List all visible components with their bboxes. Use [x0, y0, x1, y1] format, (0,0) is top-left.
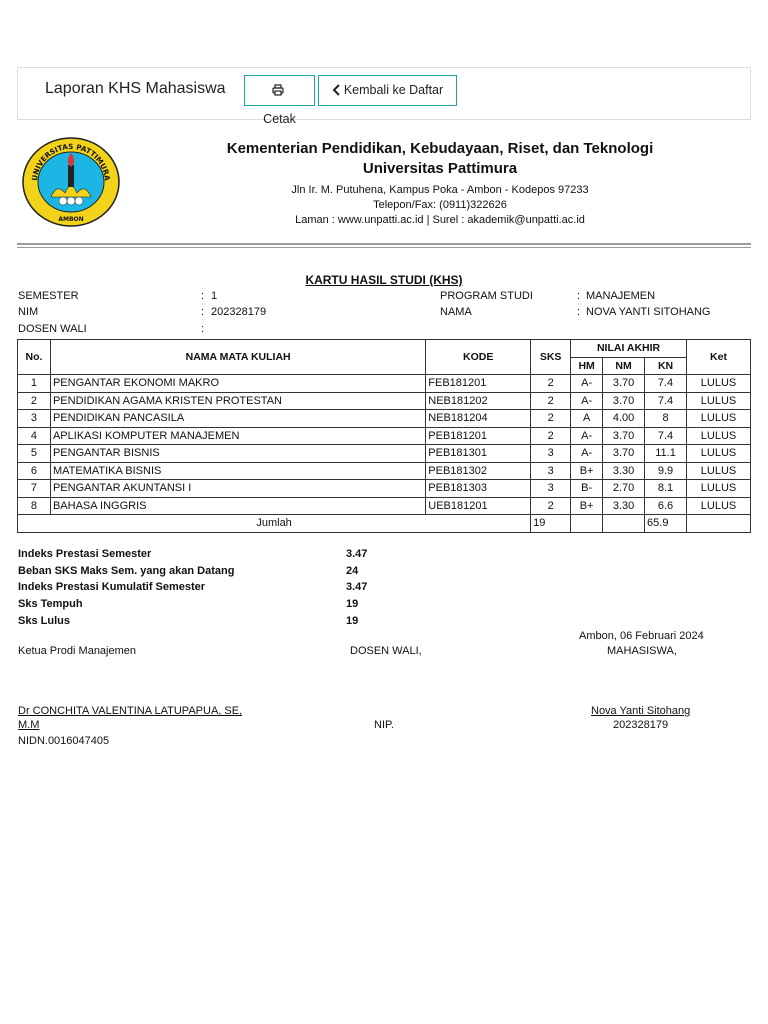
- back-button-label: Kembali ke Daftar: [343, 83, 444, 97]
- summary-label: Indeks Prestasi Kumulatif Semester: [18, 581, 206, 594]
- semester-value: 1: [211, 290, 218, 302]
- row-course: PENDIDIKAN AGAMA KRISTEN PROTESTAN: [50, 392, 425, 410]
- row-sks: 2: [531, 497, 571, 515]
- row-nm: 3.30: [603, 462, 645, 480]
- row-hm: A-: [571, 375, 603, 393]
- row-sks: 3: [531, 480, 571, 498]
- colon: :: [201, 323, 205, 335]
- row-nm: 2.70: [603, 480, 645, 498]
- nim-label: NIM: [18, 306, 39, 318]
- row-kn: 11.1: [645, 445, 687, 463]
- row-sks: 3: [531, 445, 571, 463]
- summary-label: Sks Lulus: [18, 614, 70, 627]
- row-code: FEB181201: [426, 375, 531, 393]
- row-kn: 7.4: [645, 427, 687, 445]
- table-row: [18, 462, 751, 480]
- row-ket: LULUS: [687, 462, 751, 480]
- row-code: PEB181303: [426, 480, 531, 498]
- row-hm: A-: [571, 427, 603, 445]
- row-ket: LULUS: [687, 497, 751, 515]
- row-nm: 3.30: [603, 497, 645, 515]
- total-empty: [603, 515, 645, 533]
- total-sks: 19: [531, 515, 571, 533]
- table-total-row: [18, 515, 751, 533]
- university-name: Universitas Pattimura: [362, 160, 518, 177]
- row-ket: LULUS: [687, 480, 751, 498]
- row-ket: LULUS: [687, 427, 751, 445]
- row-ket: LULUS: [687, 392, 751, 410]
- total-kn: 65.9: [645, 515, 687, 533]
- program-studi-value: MANAJEMEN: [586, 290, 656, 302]
- row-kn: 7.4: [645, 375, 687, 393]
- signature-date: Ambon, 06 Februari 2024: [579, 630, 704, 642]
- printer-icon: [272, 84, 284, 96]
- student-name: Nova Yanti Sitohang: [591, 705, 691, 717]
- row-no: 8: [18, 497, 51, 515]
- row-hm: A: [571, 410, 603, 428]
- print-button-label: Cetak: [263, 112, 296, 126]
- row-sks: 2: [531, 410, 571, 428]
- row-code: UEB181201: [426, 497, 531, 515]
- colon: :: [577, 306, 581, 318]
- row-kn: 6.6: [645, 497, 687, 515]
- back-to-list-button[interactable]: [318, 75, 457, 106]
- report-header: [17, 67, 751, 126]
- row-sks: 2: [531, 427, 571, 445]
- row-hm: A-: [571, 445, 603, 463]
- row-nm: 3.70: [603, 427, 645, 445]
- nim-value: 202328179: [211, 306, 267, 318]
- row-course: PENGANTAR EKONOMI MAKRO: [50, 375, 425, 393]
- summary-row: [18, 613, 418, 630]
- row-hm: B-: [571, 480, 603, 498]
- row-nm: 4.00: [603, 410, 645, 428]
- row-no: 5: [18, 445, 51, 463]
- kaprodi-title: Ketua Prodi Manajemen: [18, 645, 137, 657]
- university-address: Jln Ir. M. Putuhena, Kampus Poka - Ambon - Kodepos 97233: [291, 184, 589, 196]
- divider: [17, 243, 751, 245]
- dosen-wali-nip: NIP.: [374, 719, 394, 731]
- row-course: APLIKASI KOMPUTER MANAJEMEN: [50, 427, 425, 445]
- row-ket: LULUS: [687, 445, 751, 463]
- row-no: 4: [18, 427, 51, 445]
- table-row: [18, 392, 751, 410]
- summary-value: 24: [346, 564, 359, 577]
- row-code: NEB181202: [426, 392, 531, 410]
- colon: :: [201, 290, 205, 302]
- summary-row: [18, 596, 418, 613]
- total-label: Jumlah: [18, 515, 531, 533]
- document-title: KARTU HASIL STUDI (KHS): [305, 273, 463, 287]
- dosen-wali-title: DOSEN WALI,: [350, 645, 422, 657]
- col-header-sks: SKS: [531, 340, 571, 375]
- kaprodi-name-degree: M.M: [18, 719, 40, 731]
- grades-table: [17, 339, 751, 533]
- row-course: PENDIDIKAN PANCASILA: [50, 410, 425, 428]
- summary-label: Indeks Prestasi Semester: [18, 548, 152, 560]
- dosen-wali-label: DOSEN WALI: [18, 323, 87, 335]
- nama-label: NAMA: [440, 306, 472, 318]
- svg-text:UNIVERSITAS PATTIMURA: UNIVERSITAS PATTIMURA: [30, 141, 112, 182]
- row-sks: 2: [531, 392, 571, 410]
- col-header-hm: HM: [571, 357, 603, 375]
- col-header-course: NAMA MATA KULIAH: [50, 340, 425, 375]
- row-kn: 8: [645, 410, 687, 428]
- row-code: PEB181302: [426, 462, 531, 480]
- total-empty: [571, 515, 603, 533]
- col-header-nm: NM: [603, 357, 645, 375]
- table-row: [18, 497, 751, 515]
- row-course: MATEMATIKA BISNIS: [50, 462, 425, 480]
- row-code: PEB181301: [426, 445, 531, 463]
- row-hm: B+: [571, 497, 603, 515]
- ministry-name: Kementerian Pendidikan, Kebudayaan, Riset, dan Teknologi: [226, 140, 654, 157]
- row-no: 3: [18, 410, 51, 428]
- total-empty: [687, 515, 751, 533]
- col-header-no: No.: [18, 340, 51, 375]
- row-code: PEB181201: [426, 427, 531, 445]
- svg-text:AMBON: AMBON: [58, 216, 84, 223]
- col-header-code: KODE: [426, 340, 531, 375]
- row-kn: 9.9: [645, 462, 687, 480]
- university-logo: [21, 135, 121, 228]
- colon: :: [577, 290, 581, 302]
- row-no: 6: [18, 462, 51, 480]
- row-no: 1: [18, 375, 51, 393]
- row-no: 7: [18, 480, 51, 498]
- table-row: [18, 375, 751, 393]
- semester-label: SEMESTER: [18, 290, 79, 302]
- student-title: MAHASISWA,: [607, 645, 677, 657]
- kaprodi-nidn: NIDN.0016047405: [18, 735, 110, 747]
- summary-value: 19: [346, 614, 359, 627]
- row-nm: 3.70: [603, 375, 645, 393]
- summary-row: [18, 563, 418, 580]
- chevron-left-icon: [332, 84, 341, 96]
- row-course: BAHASA INGGRIS: [50, 497, 425, 515]
- col-header-ket: Ket: [687, 340, 751, 375]
- colon: :: [201, 306, 205, 318]
- row-nm: 3.70: [603, 392, 645, 410]
- table-row: [18, 427, 751, 445]
- row-no: 2: [18, 392, 51, 410]
- row-sks: 3: [531, 462, 571, 480]
- nama-value: NOVA YANTI SITOHANG: [586, 306, 711, 318]
- summary-value: 19: [346, 598, 359, 611]
- summary-row: [18, 546, 418, 563]
- row-hm: A-: [571, 392, 603, 410]
- table-row: [18, 445, 751, 463]
- row-code: NEB181204: [426, 410, 531, 428]
- table-row: [18, 480, 751, 498]
- col-header-final-grade: NILAI AKHIR: [571, 340, 687, 358]
- row-course: PENGANTAR AKUNTANSI I: [50, 480, 425, 498]
- table-row: [18, 410, 751, 428]
- row-hm: B+: [571, 462, 603, 480]
- row-sks: 2: [531, 375, 571, 393]
- row-kn: 7.4: [645, 392, 687, 410]
- summary-row: [18, 579, 418, 596]
- table-header-row: [18, 340, 751, 358]
- student-nim: 202328179: [613, 719, 669, 731]
- row-ket: LULUS: [687, 375, 751, 393]
- grade-summary: [18, 546, 418, 629]
- summary-value: 3.47: [346, 548, 368, 560]
- page-title: Laporan KHS Mahasiswa: [45, 80, 226, 97]
- divider: [17, 247, 751, 248]
- kaprodi-name: Dr CONCHITA VALENTINA LATUPAPUA, SE,: [18, 705, 243, 717]
- university-web: Laman : www.unpatti.ac.id | Surel : akademik@unpatti.ac.id: [295, 214, 585, 226]
- letterhead: [140, 139, 740, 228]
- program-studi-label: PROGRAM STUDI: [440, 290, 533, 302]
- row-ket: LULUS: [687, 410, 751, 428]
- row-kn: 8.1: [645, 480, 687, 498]
- print-button[interactable]: [244, 75, 315, 126]
- summary-label: Beban SKS Maks Sem. yang akan Datang: [18, 564, 235, 577]
- row-nm: 3.70: [603, 445, 645, 463]
- summary-value: 3.47: [346, 581, 368, 594]
- col-header-kn: KN: [645, 357, 687, 375]
- row-course: PENGANTAR BISNIS: [50, 445, 425, 463]
- summary-label: Sks Tempuh: [18, 598, 83, 611]
- university-phone: Telepon/Fax: (0911)322626: [373, 199, 507, 211]
